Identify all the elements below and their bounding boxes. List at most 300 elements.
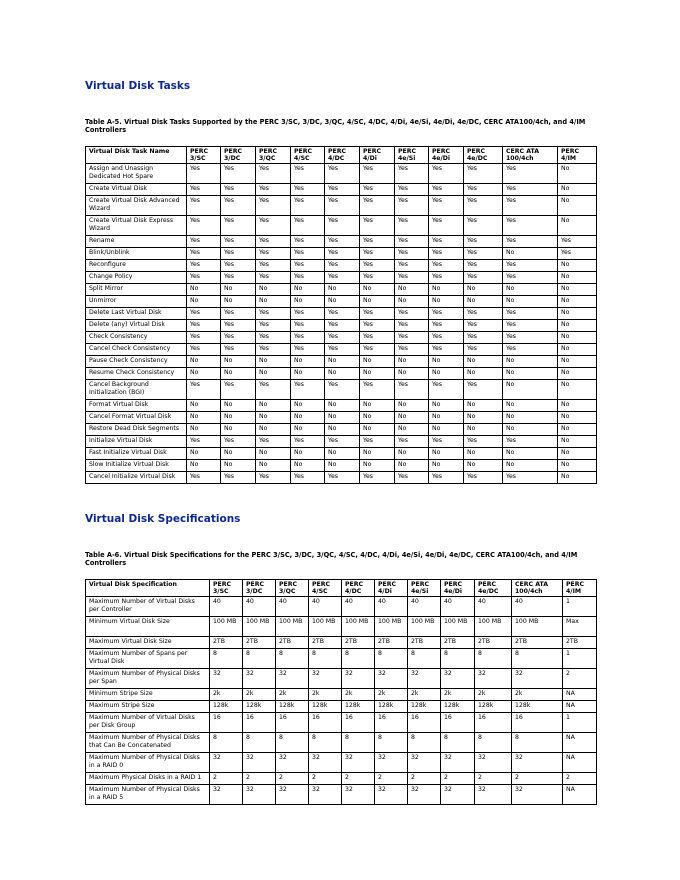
value-cell: Yes xyxy=(187,320,221,332)
value-cell: 32 xyxy=(342,669,375,689)
value-cell: Yes xyxy=(187,216,221,236)
section-heading-virtual-disk-specifications: Virtual Disk Specifications xyxy=(85,513,241,525)
value-cell: Yes xyxy=(503,216,558,236)
value-cell: 100 MB xyxy=(441,617,475,637)
value-cell: Yes xyxy=(360,436,395,448)
table-row xyxy=(86,196,597,216)
table-row xyxy=(86,412,597,424)
value-cell: Yes xyxy=(291,380,325,400)
value-cell: No xyxy=(221,400,256,412)
value-cell: 32 xyxy=(309,669,342,689)
table-row xyxy=(86,368,597,380)
value-cell: Yes xyxy=(187,380,221,400)
value-cell: Yes xyxy=(395,184,429,196)
value-cell: 100 MB xyxy=(309,617,342,637)
value-cell: 32 xyxy=(441,669,475,689)
section-heading-virtual-disk-tasks: Virtual Disk Tasks xyxy=(85,80,191,92)
value-cell: Yes xyxy=(256,184,291,196)
value-cell: No xyxy=(187,284,221,296)
value-cell: No xyxy=(464,412,503,424)
table-a5-caption: Table A-5. Virtual Disk Tasks Supported by the PERC 3/SC, 3/DC, 3/QC, 4/SC, 4/DC, 4/Di, 4e/Si, 4e/Di, 4e/DC, CERC ATA100/4ch, and 4/IM Controllers xyxy=(85,118,586,134)
value-cell: No xyxy=(291,424,325,436)
value-cell: No xyxy=(221,424,256,436)
row-label-cell: Minimum Stripe Size xyxy=(86,689,210,701)
value-cell: Yes xyxy=(395,216,429,236)
value-cell: No xyxy=(558,436,597,448)
value-cell: Yes xyxy=(291,320,325,332)
value-cell: Yes xyxy=(429,260,464,272)
value-cell: Yes xyxy=(187,332,221,344)
value-cell: No xyxy=(291,412,325,424)
table-row xyxy=(86,248,597,260)
value-cell: Yes xyxy=(395,332,429,344)
column-header-controller: PERC 3/DC xyxy=(221,147,256,164)
value-cell: 2k xyxy=(441,689,475,701)
value-cell: Max xyxy=(563,617,597,637)
value-cell: 32 xyxy=(375,753,408,773)
value-cell: No xyxy=(256,400,291,412)
value-cell: Yes xyxy=(221,184,256,196)
value-cell: No xyxy=(395,424,429,436)
value-cell: 8 xyxy=(408,733,441,753)
value-cell: No xyxy=(291,448,325,460)
value-cell: Yes xyxy=(360,380,395,400)
value-cell: Yes xyxy=(256,308,291,320)
value-cell: No xyxy=(464,424,503,436)
value-cell: 8 xyxy=(342,733,375,753)
row-label-cell: Restore Dead Disk Segments xyxy=(86,424,187,436)
value-cell: Yes xyxy=(221,472,256,484)
value-cell: Yes xyxy=(291,216,325,236)
column-header-name: Virtual Disk Specification xyxy=(86,580,210,597)
table-row xyxy=(86,733,597,753)
value-cell: Yes xyxy=(187,236,221,248)
value-cell: No xyxy=(360,296,395,308)
value-cell: Yes xyxy=(256,272,291,284)
value-cell: No xyxy=(325,296,360,308)
value-cell: Yes xyxy=(221,344,256,356)
value-cell: Yes xyxy=(291,260,325,272)
value-cell: Yes xyxy=(291,236,325,248)
value-cell: Yes xyxy=(221,236,256,248)
value-cell: 32 xyxy=(276,753,309,773)
table-row xyxy=(86,236,597,248)
value-cell: No xyxy=(429,400,464,412)
value-cell: No xyxy=(187,460,221,472)
value-cell: Yes xyxy=(360,164,395,184)
row-label-cell: Unmirror xyxy=(86,296,187,308)
value-cell: No xyxy=(558,380,597,400)
value-cell: Yes xyxy=(429,472,464,484)
row-label-cell: Create Virtual Disk Advanced Wizard xyxy=(86,196,187,216)
value-cell: No xyxy=(503,380,558,400)
value-cell: 8 xyxy=(475,733,512,753)
value-cell: Yes xyxy=(429,436,464,448)
table-row xyxy=(86,356,597,368)
table-row xyxy=(86,184,597,196)
virtual-disk-tasks-table xyxy=(85,146,597,484)
value-cell: Yes xyxy=(291,184,325,196)
table-row xyxy=(86,753,597,773)
value-cell: 40 xyxy=(309,597,342,617)
value-cell: 16 xyxy=(243,713,276,733)
value-cell: No xyxy=(291,460,325,472)
value-cell: No xyxy=(558,296,597,308)
value-cell: 100 MB xyxy=(243,617,276,637)
value-cell: Yes xyxy=(325,436,360,448)
value-cell: 32 xyxy=(441,785,475,805)
value-cell: No xyxy=(325,460,360,472)
value-cell: Yes xyxy=(187,272,221,284)
column-header-controller: PERC 4e/Di xyxy=(429,147,464,164)
value-cell: Yes xyxy=(464,248,503,260)
value-cell: No xyxy=(558,460,597,472)
table-row xyxy=(86,332,597,344)
value-cell: No xyxy=(256,284,291,296)
value-cell: No xyxy=(558,196,597,216)
row-label-cell: Format Virtual Disk xyxy=(86,400,187,412)
value-cell: No xyxy=(558,472,597,484)
value-cell: Yes xyxy=(464,272,503,284)
value-cell: 16 xyxy=(475,713,512,733)
value-cell: Yes xyxy=(464,436,503,448)
value-cell: No xyxy=(256,368,291,380)
value-cell: 100 MB xyxy=(408,617,441,637)
value-cell: 32 xyxy=(441,753,475,773)
value-cell: Yes xyxy=(291,248,325,260)
table-header-row xyxy=(86,580,597,597)
value-cell: Yes xyxy=(325,272,360,284)
value-cell: Yes xyxy=(395,472,429,484)
value-cell: 40 xyxy=(342,597,375,617)
value-cell: No xyxy=(325,400,360,412)
value-cell: No xyxy=(395,296,429,308)
value-cell: Yes xyxy=(291,332,325,344)
value-cell: 2k xyxy=(342,689,375,701)
value-cell: Yes xyxy=(464,236,503,248)
value-cell: No xyxy=(187,400,221,412)
value-cell: 2 xyxy=(309,773,342,785)
value-cell: Yes xyxy=(503,260,558,272)
value-cell: 2TB xyxy=(475,637,512,649)
value-cell: No xyxy=(503,400,558,412)
value-cell: Yes xyxy=(291,196,325,216)
value-cell: Yes xyxy=(291,436,325,448)
value-cell: No xyxy=(325,284,360,296)
value-cell: 2 xyxy=(210,773,243,785)
value-cell: No xyxy=(503,248,558,260)
value-cell: 2k xyxy=(375,689,408,701)
value-cell: Yes xyxy=(360,320,395,332)
value-cell: Yes xyxy=(503,320,558,332)
row-label-cell: Check Consistency xyxy=(86,332,187,344)
value-cell: 8 xyxy=(309,649,342,669)
value-cell: 8 xyxy=(276,649,309,669)
value-cell: 16 xyxy=(342,713,375,733)
value-cell: 2k xyxy=(475,689,512,701)
value-cell: Yes xyxy=(429,196,464,216)
value-cell: Yes xyxy=(360,260,395,272)
value-cell: No xyxy=(395,400,429,412)
value-cell: 16 xyxy=(210,713,243,733)
value-cell: Yes xyxy=(503,472,558,484)
table-row xyxy=(86,272,597,284)
virtual-disk-specifications-table xyxy=(85,579,597,805)
value-cell: No xyxy=(256,460,291,472)
table-row xyxy=(86,460,597,472)
row-label-cell: Fast Initialize Virtual Disk xyxy=(86,448,187,460)
value-cell: 32 xyxy=(408,753,441,773)
column-header-controller: PERC 3/SC xyxy=(210,580,243,597)
value-cell: Yes xyxy=(360,332,395,344)
column-header-controller: PERC 3/QC xyxy=(256,147,291,164)
value-cell: 2TB xyxy=(243,637,276,649)
value-cell: 32 xyxy=(342,753,375,773)
value-cell: 32 xyxy=(210,785,243,805)
value-cell: No xyxy=(558,332,597,344)
column-header-name: Virtual Disk Task Name xyxy=(86,147,187,164)
value-cell: No xyxy=(221,460,256,472)
value-cell: 2 xyxy=(408,773,441,785)
column-header-controller: PERC 3/DC xyxy=(243,580,276,597)
value-cell: 2 xyxy=(441,773,475,785)
value-cell: 40 xyxy=(276,597,309,617)
value-cell: Yes xyxy=(360,308,395,320)
value-cell: Yes xyxy=(395,248,429,260)
value-cell: No xyxy=(325,424,360,436)
value-cell: 128k xyxy=(475,701,512,713)
value-cell: No xyxy=(360,368,395,380)
value-cell: No xyxy=(291,296,325,308)
value-cell: No xyxy=(291,356,325,368)
value-cell: Yes xyxy=(395,272,429,284)
value-cell: 32 xyxy=(475,753,512,773)
row-label-cell: Maximum Stripe Size xyxy=(86,701,210,713)
value-cell: No xyxy=(360,460,395,472)
table-row xyxy=(86,424,597,436)
row-label-cell: Maximum Number of Physical Disks that Can Be Concatenated xyxy=(86,733,210,753)
value-cell: Yes xyxy=(503,332,558,344)
value-cell: 100 MB xyxy=(375,617,408,637)
value-cell: Yes xyxy=(256,320,291,332)
value-cell: No xyxy=(558,284,597,296)
value-cell: Yes xyxy=(325,248,360,260)
value-cell: Yes xyxy=(187,184,221,196)
value-cell: No xyxy=(395,412,429,424)
value-cell: No xyxy=(187,412,221,424)
value-cell: No xyxy=(187,356,221,368)
column-header-controller: PERC 4/SC xyxy=(309,580,342,597)
value-cell: Yes xyxy=(256,380,291,400)
value-cell: 2TB xyxy=(342,637,375,649)
value-cell: 1 xyxy=(563,713,597,733)
value-cell: Yes xyxy=(464,216,503,236)
row-label-cell: Create Virtual Disk xyxy=(86,184,187,196)
value-cell: 8 xyxy=(243,733,276,753)
value-cell: Yes xyxy=(360,216,395,236)
column-header-controller: PERC 3/QC xyxy=(276,580,309,597)
value-cell: 8 xyxy=(441,649,475,669)
table-row xyxy=(86,308,597,320)
column-header-controller: PERC 4e/DC xyxy=(475,580,512,597)
value-cell: Yes xyxy=(503,272,558,284)
value-cell: 16 xyxy=(512,713,563,733)
value-cell: 2k xyxy=(210,689,243,701)
value-cell: 8 xyxy=(475,649,512,669)
value-cell: Yes xyxy=(221,380,256,400)
value-cell: Yes xyxy=(221,260,256,272)
row-label-cell: Delete Last Virtual Disk xyxy=(86,308,187,320)
value-cell: 2 xyxy=(512,773,563,785)
value-cell: Yes xyxy=(256,196,291,216)
value-cell: No xyxy=(221,448,256,460)
value-cell: Yes xyxy=(291,344,325,356)
row-label-cell: Cancel Background Initialization (BGI) xyxy=(86,380,187,400)
column-header-controller: PERC 4/IM xyxy=(563,580,597,597)
column-header-controller: PERC 4/Di xyxy=(375,580,408,597)
value-cell: No xyxy=(360,400,395,412)
value-cell: 100 MB xyxy=(210,617,243,637)
column-header-controller: PERC 4e/Si xyxy=(408,580,441,597)
value-cell: Yes xyxy=(464,308,503,320)
value-cell: No xyxy=(395,356,429,368)
value-cell: Yes xyxy=(221,272,256,284)
value-cell: Yes xyxy=(256,248,291,260)
value-cell: 128k xyxy=(210,701,243,713)
value-cell: 8 xyxy=(375,649,408,669)
value-cell: No xyxy=(187,448,221,460)
value-cell: No xyxy=(360,412,395,424)
value-cell: 32 xyxy=(475,785,512,805)
value-cell: No xyxy=(221,412,256,424)
table-row xyxy=(86,597,597,617)
value-cell: No xyxy=(464,400,503,412)
table-row xyxy=(86,260,597,272)
value-cell: Yes xyxy=(429,184,464,196)
value-cell: Yes xyxy=(558,236,597,248)
table-row xyxy=(86,216,597,236)
value-cell: No xyxy=(503,412,558,424)
value-cell: Yes xyxy=(360,196,395,216)
value-cell: 16 xyxy=(276,713,309,733)
value-cell: 128k xyxy=(309,701,342,713)
value-cell: 32 xyxy=(512,785,563,805)
value-cell: Yes xyxy=(395,320,429,332)
value-cell: Yes xyxy=(291,308,325,320)
value-cell: 8 xyxy=(512,733,563,753)
row-label-cell: Cancel Check Consistency xyxy=(86,344,187,356)
value-cell: 2TB xyxy=(512,637,563,649)
value-cell: 8 xyxy=(342,649,375,669)
value-cell: No xyxy=(291,368,325,380)
value-cell: Yes xyxy=(558,248,597,260)
value-cell: Yes xyxy=(325,164,360,184)
value-cell: No xyxy=(256,356,291,368)
value-cell: No xyxy=(360,424,395,436)
value-cell: Yes xyxy=(256,236,291,248)
value-cell: No xyxy=(325,448,360,460)
value-cell: No xyxy=(187,296,221,308)
row-label-cell: Maximum Number of Physical Disks in a RAID 5 xyxy=(86,785,210,805)
value-cell: No xyxy=(503,368,558,380)
value-cell: 2 xyxy=(563,773,597,785)
value-cell: Yes xyxy=(256,344,291,356)
value-cell: Yes xyxy=(360,236,395,248)
value-cell: No xyxy=(464,296,503,308)
value-cell: Yes xyxy=(503,344,558,356)
value-cell: Yes xyxy=(464,260,503,272)
table-header-row xyxy=(86,147,597,164)
table-row xyxy=(86,637,597,649)
value-cell: No xyxy=(221,296,256,308)
value-cell: Yes xyxy=(395,260,429,272)
value-cell: Yes xyxy=(325,308,360,320)
table-row xyxy=(86,701,597,713)
value-cell: Yes xyxy=(256,472,291,484)
value-cell: 32 xyxy=(309,785,342,805)
value-cell: No xyxy=(558,448,597,460)
row-label-cell: Create Virtual Disk Express Wizard xyxy=(86,216,187,236)
table-row xyxy=(86,284,597,296)
value-cell: Yes xyxy=(221,436,256,448)
value-cell: 8 xyxy=(210,733,243,753)
value-cell: Yes xyxy=(429,236,464,248)
column-header-controller: CERC ATA 100/4ch xyxy=(503,147,558,164)
value-cell: 8 xyxy=(210,649,243,669)
row-label-cell: Maximum Number of Virtual Disks per Controller xyxy=(86,597,210,617)
value-cell: Yes xyxy=(429,248,464,260)
value-cell: No xyxy=(503,448,558,460)
value-cell: 2k xyxy=(512,689,563,701)
row-label-cell: Maximum Number of Physical Disks in a RAID 0 xyxy=(86,753,210,773)
value-cell: 2 xyxy=(342,773,375,785)
value-cell: No xyxy=(429,356,464,368)
table-row xyxy=(86,164,597,184)
table-row xyxy=(86,320,597,332)
value-cell: Yes xyxy=(221,248,256,260)
row-label-cell: Resume Check Consistency xyxy=(86,368,187,380)
value-cell: Yes xyxy=(464,332,503,344)
value-cell: No xyxy=(558,260,597,272)
value-cell: Yes xyxy=(429,308,464,320)
value-cell: Yes xyxy=(395,196,429,216)
value-cell: Yes xyxy=(256,436,291,448)
table-row xyxy=(86,436,597,448)
value-cell: 128k xyxy=(375,701,408,713)
value-cell: 32 xyxy=(243,669,276,689)
value-cell: Yes xyxy=(325,216,360,236)
value-cell: Yes xyxy=(360,472,395,484)
value-cell: 1 xyxy=(563,649,597,669)
value-cell: No xyxy=(558,184,597,196)
value-cell: Yes xyxy=(291,164,325,184)
table-a6-caption: Table A-6. Virtual Disk Specifications for the PERC 3/SC, 3/DC, 3/QC, 4/SC, 4/DC, 4/Di, 4e/Si, 4e/Di, 4e/DC, CERC ATA100/4ch, and 4/IM Controllers xyxy=(85,551,578,567)
value-cell: 2TB xyxy=(375,637,408,649)
value-cell: 8 xyxy=(276,733,309,753)
value-cell: Yes xyxy=(360,344,395,356)
value-cell: 16 xyxy=(375,713,408,733)
row-label-cell: Split Mirror xyxy=(86,284,187,296)
value-cell: 2TB xyxy=(408,637,441,649)
column-header-controller: PERC 3/SC xyxy=(187,147,221,164)
table-row xyxy=(86,689,597,701)
value-cell: 128k xyxy=(342,701,375,713)
table-row xyxy=(86,617,597,637)
value-cell: Yes xyxy=(325,332,360,344)
value-cell: NA xyxy=(563,689,597,701)
value-cell: 32 xyxy=(375,669,408,689)
value-cell: 40 xyxy=(408,597,441,617)
